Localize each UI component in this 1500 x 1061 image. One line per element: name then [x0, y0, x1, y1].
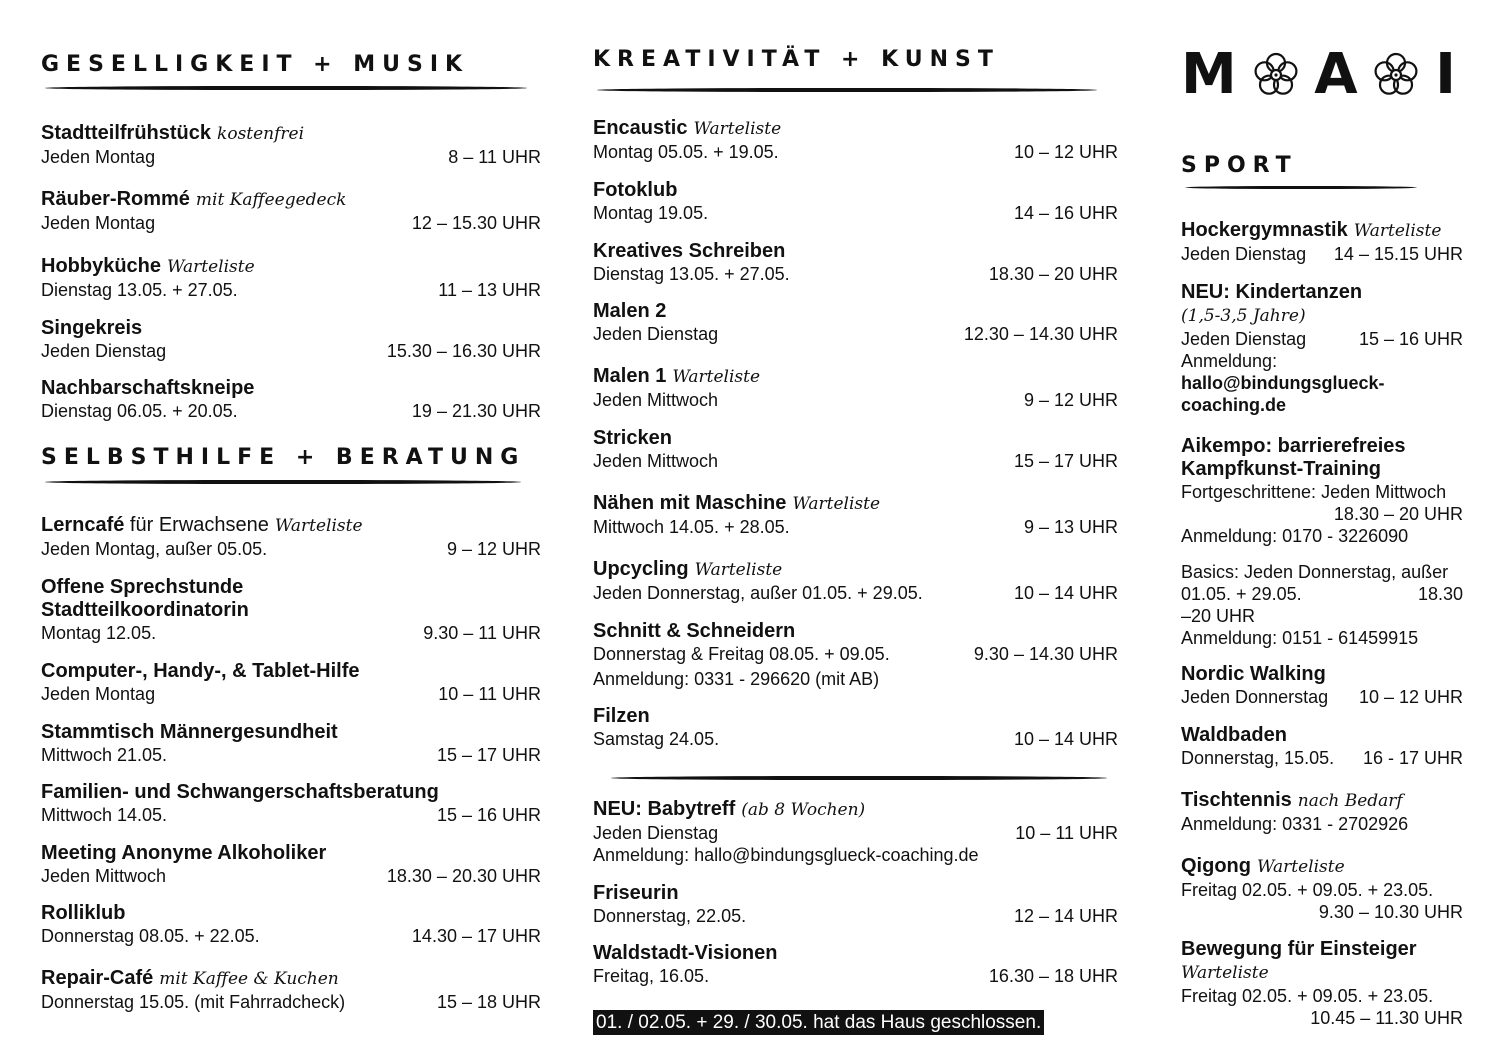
event-title: Filzen — [593, 705, 650, 727]
event-time: 10.45 – 11.30 UHR — [1310, 1008, 1463, 1028]
event-hockergymnastik — [1181, 219, 1463, 265]
event-note: kostenfrei — [217, 124, 305, 144]
event-bewegung-einsteiger — [1181, 938, 1463, 1029]
event-title: Meeting Anonyme Alkoholiker — [41, 842, 327, 864]
event-when: Jeden Donnerstag — [1181, 687, 1329, 707]
event-note: Warteliste — [274, 516, 363, 536]
divider-brush — [1185, 186, 1417, 189]
event-note: mit Kaffee & Kuchen — [159, 969, 339, 989]
event-note: Warteliste — [1256, 857, 1345, 877]
event-time: 15 – 16 UHR — [1358, 329, 1463, 349]
divider-brush — [597, 88, 1097, 92]
event-note: Warteliste — [1181, 963, 1269, 983]
event-time: 10 – 12 UHR — [1358, 687, 1463, 707]
event-title: Lerncafé — [41, 514, 125, 536]
event-time: 12 – 15.30 UHR — [411, 213, 541, 233]
event-when: Jeden Mittwoch — [593, 390, 719, 410]
event-nordic-walking — [1181, 663, 1463, 708]
event-when: Donnerstag 15.05. (mit Fahrradcheck) — [41, 992, 346, 1012]
event-when: Dienstag 13.05. + 27.05. — [593, 264, 790, 284]
event-when: Mittwoch 14.05. + 28.05. — [593, 517, 790, 537]
event-title: Fotoklub — [593, 179, 678, 201]
event-time: 12.30 – 14.30 UHR — [963, 324, 1118, 344]
event-schnitt-schneidern — [593, 620, 1118, 690]
event-when: Freitag 02.05. + 09.05. + 23.05. — [1181, 880, 1434, 900]
event-when: Jeden Montag — [41, 147, 156, 167]
event-time: 12 – 14 UHR — [1013, 906, 1118, 926]
event-note: Warteliste — [694, 560, 783, 580]
event-time: 14 – 16 UHR — [1013, 203, 1118, 223]
event-when: Donnerstag, 15.05. — [1181, 748, 1335, 768]
event-when: Jeden Mittwoch — [593, 451, 719, 471]
event-when: Donnerstag & Freitag 08.05. + 09.05. — [593, 644, 890, 664]
event-when: Jeden Dienstag — [1181, 329, 1307, 349]
event-time: 9 – 12 UHR — [1023, 390, 1118, 410]
event-title: Waldstadt-Visionen — [593, 942, 778, 964]
event-title: Räuber-Rommé — [41, 188, 190, 210]
event-note: Warteliste — [792, 494, 881, 514]
event-when: Montag 12.05. — [41, 623, 157, 643]
event-time: 15 – 18 UHR — [436, 992, 541, 1012]
event-title: Nachbarschaftskneipe — [41, 377, 255, 399]
event-title: Malen 1 — [593, 365, 667, 387]
event-time: 9 – 12 UHR — [446, 539, 541, 559]
event-lerncafe — [41, 514, 541, 560]
event-title: Schnitt & Schneidern — [593, 620, 796, 642]
event-note: mit Kaffeegedeck — [195, 190, 347, 210]
event-when: Fortgeschrittene: Jeden Mittwoch — [1181, 482, 1447, 502]
event-note: nach Bedarf — [1297, 791, 1403, 811]
event-time: 9.30 – 11 UHR — [423, 623, 541, 643]
event-waldbaden — [1181, 724, 1463, 769]
event-dates: 01.05. + 29.05. — [1181, 584, 1302, 604]
month-letter: M — [1181, 42, 1237, 107]
event-kindertanzen — [1181, 281, 1463, 416]
event-repair-cafe — [41, 967, 541, 1013]
event-when: Samstag 24.05. — [593, 729, 720, 749]
event-when-basics: Basics: Jeden Donnerstag, außer — [1181, 562, 1449, 582]
event-time: 18.30 – 20 UHR — [1333, 504, 1463, 524]
event-title: Qigong — [1181, 855, 1251, 877]
section-title-geselligkeit: GESELLIGKEIT + MUSIK — [41, 52, 470, 77]
event-time: 14 – 15.15 UHR — [1333, 244, 1463, 264]
event-upcycling — [593, 558, 1118, 604]
signup-email: hallo@bindungsglueck- — [1181, 373, 1385, 393]
event-title: Stadtteilfrühstück — [41, 122, 212, 144]
event-fotoklub — [593, 179, 1118, 224]
event-signup: Anmeldung: 0331 - 296620 (mit AB) — [593, 669, 880, 689]
event-time: 16 - 17 UHR — [1362, 748, 1463, 768]
event-time: 10 – 11 UHR — [438, 684, 541, 704]
event-when: Mittwoch 14.05. — [41, 805, 168, 825]
event-title: NEU: Kindertanzen — [1181, 281, 1363, 303]
event-note: (ab 8 Wochen) — [741, 800, 866, 820]
closed-notice-banner: 01. / 02.05. + 29. / 30.05. hat das Haus geschlossen. — [593, 1010, 1044, 1035]
event-title: Stricken — [593, 427, 672, 449]
event-anonyme-alkoholiker — [41, 842, 541, 887]
event-title: Rolliklub — [41, 902, 126, 924]
event-note: Warteliste — [672, 367, 760, 387]
event-when: Donnerstag 08.05. + 22.05. — [41, 926, 260, 946]
event-time: 15.30 – 16.30 UHR — [386, 341, 541, 361]
event-title: Offene Sprechstunde — [41, 576, 244, 598]
event-when: Jeden Dienstag — [1181, 244, 1307, 264]
event-time: 18.30 – 20 UHR — [988, 264, 1118, 284]
event-stadtteilfruehstueck — [41, 122, 541, 168]
event-time: 15 – 16 UHR — [436, 805, 541, 825]
event-stammtisch — [41, 721, 541, 766]
event-when: Dienstag 06.05. + 20.05. — [41, 401, 238, 421]
event-malen-1 — [593, 365, 1118, 411]
event-title: Friseurin — [593, 882, 679, 904]
event-naehen — [593, 492, 1118, 538]
event-title: Nähen mit Maschine — [593, 492, 787, 514]
month-letter: I — [1435, 42, 1456, 107]
event-when: Dienstag 13.05. + 27.05. — [41, 280, 238, 300]
event-computer-hilfe — [41, 660, 541, 705]
event-kreatives-schreiben — [593, 240, 1118, 285]
event-tischtennis — [1181, 789, 1463, 835]
event-note: Warteliste — [1353, 221, 1442, 241]
event-time: 15 – 17 UHR — [436, 745, 541, 765]
event-singekreis — [41, 317, 541, 362]
section-title-selbsthilfe: SELBSTHILFE + BERATUNG — [41, 445, 526, 470]
event-title: Stammtisch Männergesundheit — [41, 721, 338, 743]
event-time: 15 – 17 UHR — [1013, 451, 1118, 471]
event-time: 9.30 – 10.30 UHR — [1318, 902, 1463, 922]
event-encaustic — [593, 117, 1118, 163]
event-time: 10 – 11 UHR — [1015, 823, 1118, 843]
event-when: Donnerstag, 22.05. — [593, 906, 747, 926]
event-signup: Anmeldung: 0331 - 2702926 — [1181, 814, 1409, 834]
event-when: Jeden Dienstag — [593, 823, 719, 843]
divider-brush — [611, 776, 1107, 780]
section-title-kreativitaet: KREATIVITÄT + KUNST — [593, 47, 1000, 72]
event-sprechstunde — [41, 576, 541, 644]
event-title: Singekreis — [41, 317, 143, 339]
signup-email: hallo@bindungsglueck-coaching.de — [694, 845, 979, 865]
event-time: 14.30 – 17 UHR — [411, 926, 541, 946]
event-time: 16.30 – 18 UHR — [988, 966, 1118, 986]
event-when: Jeden Donnerstag, außer 01.05. + 29.05. — [593, 583, 923, 603]
event-title: Kreatives Schreiben — [593, 240, 786, 262]
event-time: 10 – 14 UHR — [1013, 583, 1118, 603]
event-waldstadt-visionen — [593, 942, 1118, 987]
event-title: Nordic Walking — [1181, 663, 1326, 685]
event-raeuber-romme — [41, 188, 541, 234]
event-when: Jeden Mittwoch — [41, 866, 167, 886]
divider-brush — [45, 86, 527, 90]
event-title: Hockergymnastik — [1181, 219, 1348, 241]
event-title: Waldbaden — [1181, 724, 1287, 746]
event-title: Aikempo: barrierefreies — [1181, 435, 1406, 457]
event-time-start: 18.30 — [1417, 584, 1463, 604]
event-malen-2 — [593, 300, 1118, 345]
event-note: Warteliste — [693, 119, 782, 139]
event-time: 10 – 12 UHR — [1013, 142, 1118, 162]
event-time: 8 – 11 UHR — [448, 147, 541, 167]
divider-brush — [45, 480, 521, 484]
event-babytreff — [593, 798, 1118, 866]
section-title-sport: SPORT — [1181, 153, 1298, 178]
flower-icon — [1253, 52, 1299, 98]
event-familienberatung — [41, 781, 541, 826]
month-title — [1181, 42, 1456, 107]
event-time-end: –20 UHR — [1181, 606, 1256, 626]
event-note: Warteliste — [167, 257, 255, 277]
event-title: NEU: Babytreff — [593, 798, 736, 820]
event-signup: Anmeldung: 0151 - 61459915 — [1181, 628, 1419, 648]
event-time: 19 – 21.30 UHR — [411, 401, 541, 421]
event-time: 10 – 14 UHR — [1013, 729, 1118, 749]
event-when: Jeden Montag, außer 05.05. — [41, 539, 268, 559]
event-hobbykueche — [41, 255, 541, 301]
event-title-line2: Stadtteilkoordinatorin — [41, 599, 249, 621]
event-when: Montag 05.05. + 19.05. — [593, 142, 779, 162]
event-note: (1,5-3,5 Jahre) — [1181, 306, 1306, 326]
event-time: 18.30 – 20.30 UHR — [386, 866, 541, 886]
event-when: Freitag 02.05. + 09.05. + 23.05. — [1181, 986, 1434, 1006]
event-title: Familien- und Schwangerschaftsberatung — [41, 781, 439, 803]
event-when: Jeden Montag — [41, 213, 156, 233]
event-aikempo — [1181, 435, 1463, 649]
event-when: Freitag, 16.05. — [593, 966, 710, 986]
signup-label: Anmeldung: — [593, 845, 695, 865]
event-filzen — [593, 705, 1118, 750]
flower-icon — [1373, 52, 1419, 98]
event-title-rest: für Erwachsene — [124, 514, 269, 536]
event-stricken — [593, 427, 1118, 472]
event-title: Upcycling — [593, 558, 689, 580]
event-title: Malen 2 — [593, 300, 667, 322]
event-when: Jeden Dienstag — [593, 324, 719, 344]
event-time: 11 – 13 UHR — [438, 280, 541, 300]
event-when: Jeden Montag — [41, 684, 156, 704]
event-when: Montag 19.05. — [593, 203, 709, 223]
event-rolliklub — [41, 902, 541, 947]
event-title: Tischtennis — [1181, 789, 1292, 811]
event-qigong — [1181, 855, 1463, 923]
event-when: Mittwoch 21.05. — [41, 745, 168, 765]
event-time: 9 – 13 UHR — [1023, 517, 1118, 537]
signup-label: Anmeldung: — [1181, 351, 1278, 371]
event-title: Computer-, Handy-, & Tablet-Hilfe — [41, 660, 360, 682]
event-signup: Anmeldung: 0170 - 3226090 — [1181, 526, 1409, 546]
event-title: Hobbyküche — [41, 255, 162, 277]
month-letter: A — [1314, 42, 1358, 107]
event-title: Bewegung für Einsteiger — [1181, 938, 1417, 960]
event-nachbarschaftskneipe — [41, 377, 541, 422]
event-time: 9.30 – 14.30 UHR — [973, 644, 1118, 664]
event-friseurin — [593, 882, 1118, 927]
event-when: Jeden Dienstag — [41, 341, 167, 361]
signup-email-line2: coaching.de — [1181, 395, 1287, 415]
event-title-line2: Kampfkunst-Training — [1181, 458, 1382, 480]
event-title: Encaustic — [593, 117, 688, 139]
event-title: Repair-Café — [41, 967, 154, 989]
